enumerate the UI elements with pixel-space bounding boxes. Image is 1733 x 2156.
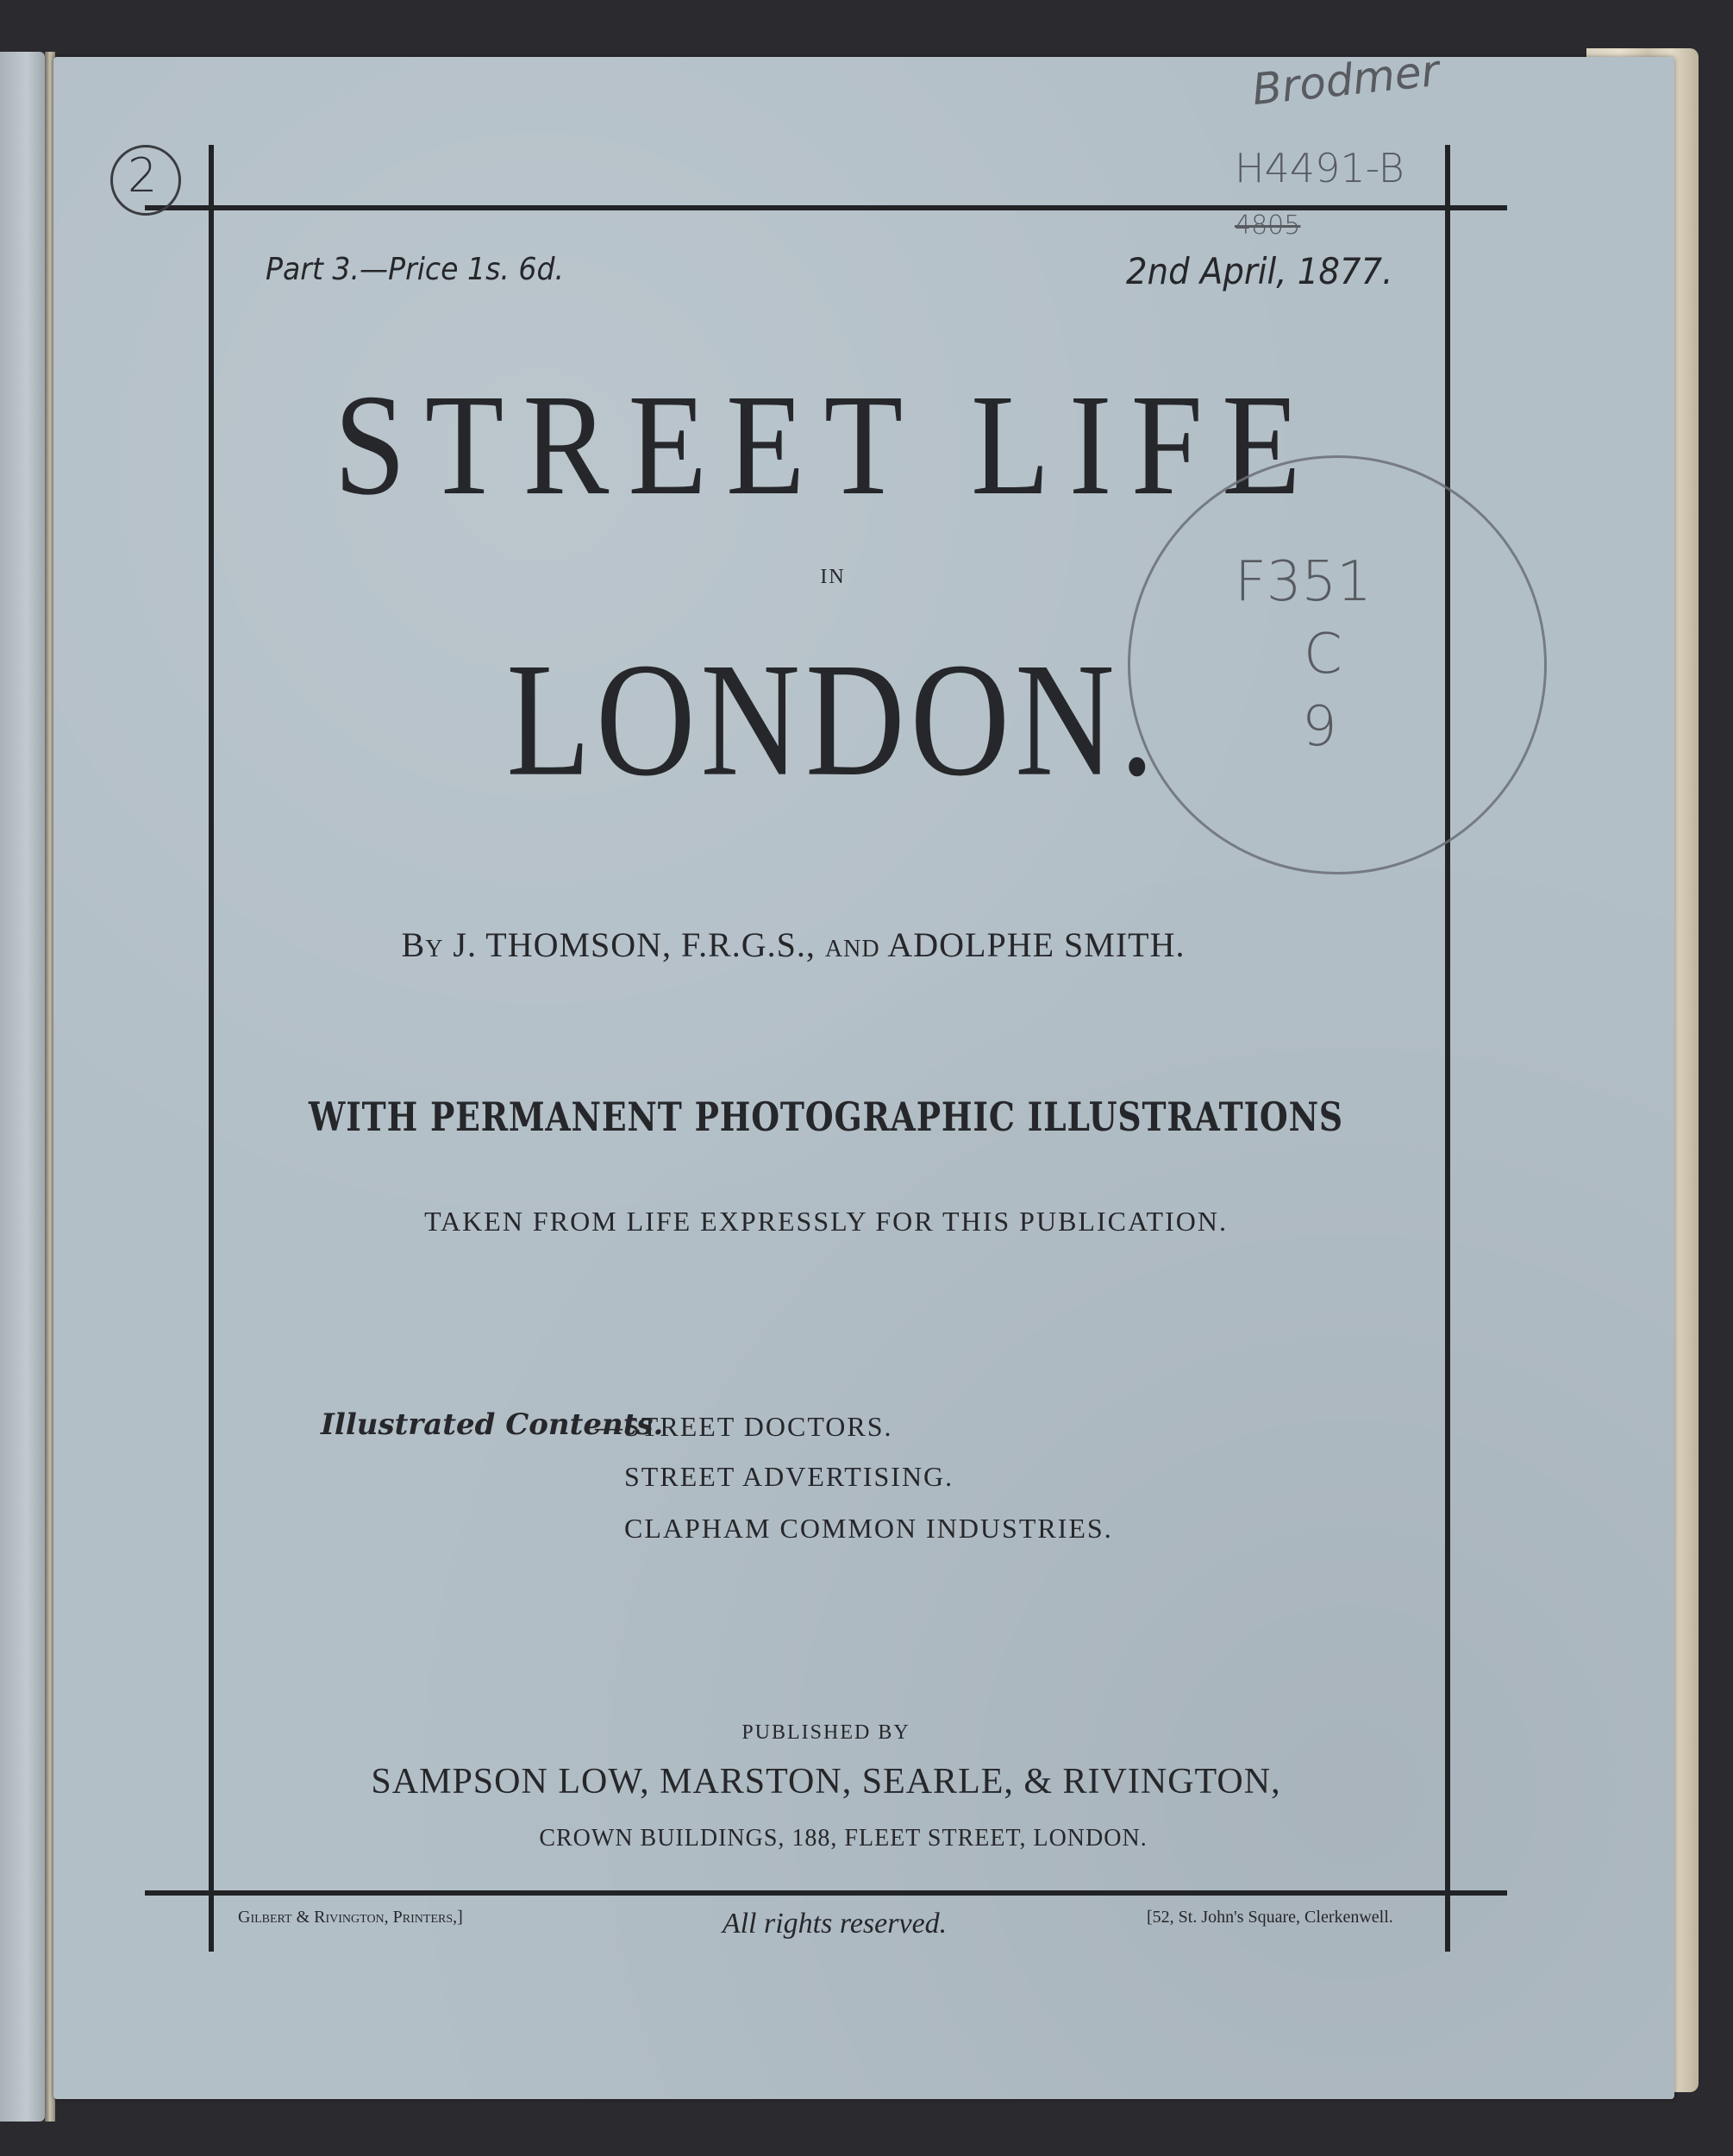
name-annotation: Brodmer	[1249, 45, 1442, 116]
title-london: LONDON.	[506, 628, 1160, 810]
stamp-line-3: 9	[1302, 695, 1337, 759]
footer-address: [52, St. John's Square, Clerkenwell.	[1147, 1908, 1393, 1927]
contents-item-3: CLAPHAM COMMON INDUSTRIES.	[624, 1513, 1113, 1544]
shelf-mark: H4491-B	[1235, 145, 1405, 191]
previous-page-edge	[0, 52, 45, 2122]
stamp-line-1: F351	[1235, 550, 1372, 614]
subtitle-secondary: TAKEN FROM LIFE EXPRESSLY FOR THIS PUBLICATION.	[424, 1206, 1228, 1237]
subtitle: WITH PERMANENT PHOTOGRAPHIC ILLUSTRATIONS	[309, 1094, 1343, 1140]
contents-item-1: —STREET DOCTORS.	[595, 1411, 893, 1442]
footer-rights: All rights reserved.	[722, 1908, 948, 1940]
issue-date: 2nd April, 1877.	[1126, 250, 1393, 292]
publisher-name: SAMPSON LOW, MARSTON, SEARLE, & RIVINGTON,	[371, 1762, 1281, 1802]
footer-printers: Gilbert & Rivington, Printers,]	[238, 1908, 463, 1927]
struck-annotation: 4805	[1235, 210, 1301, 241]
title-street-life: STREET LIFE	[334, 365, 1320, 525]
contents-item-2: STREET ADVERTISING.	[624, 1461, 954, 1492]
frame-right-rule	[1445, 145, 1450, 1952]
frame-left-rule	[209, 145, 214, 1952]
frame-top-rule	[145, 205, 1507, 210]
publisher-address: CROWN BUILDINGS, 188, FLEET STREET, LONDON.	[539, 1825, 1148, 1852]
title-in: IN	[820, 566, 846, 588]
stamp-line-2: C	[1304, 623, 1342, 686]
frame-bottom-rule	[145, 1890, 1507, 1896]
contents-label: Illustrated Contents.	[321, 1407, 664, 1442]
authors-line: By J. THOMSON, F.R.G.S., and ADOLPHE SMITH.	[401, 925, 1186, 964]
published-by: PUBLISHED BY	[741, 1721, 910, 1744]
circled-number: 2	[128, 148, 158, 203]
part-price-label: Part 3.—Price 1s. 6d.	[266, 252, 565, 287]
